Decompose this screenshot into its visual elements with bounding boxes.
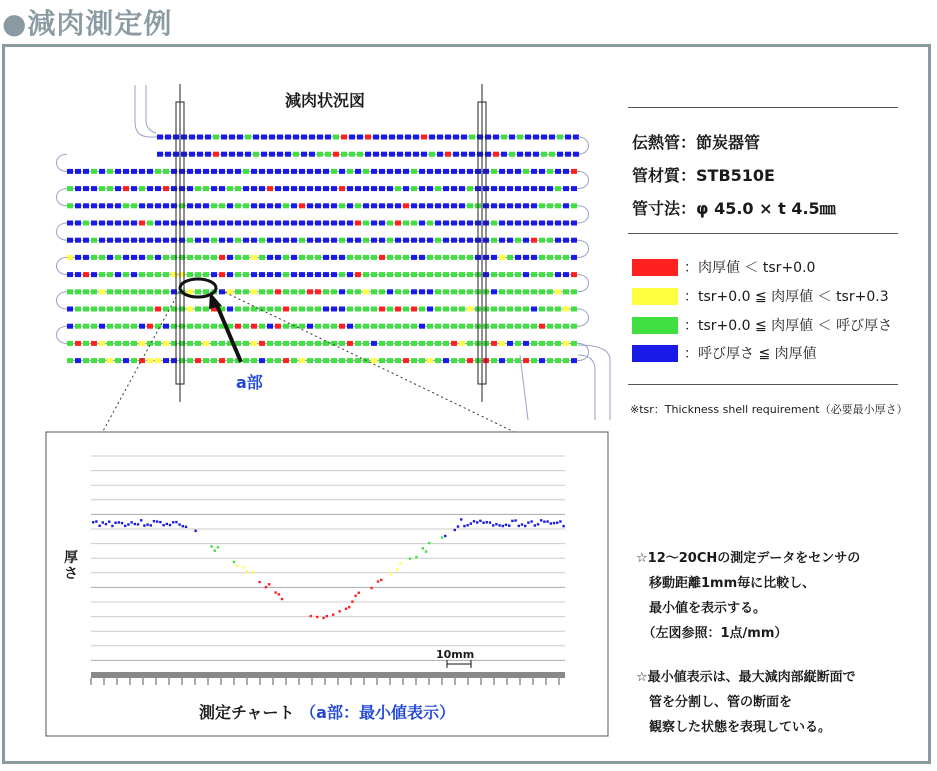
chart-point bbox=[172, 521, 174, 523]
chart-point bbox=[108, 521, 110, 523]
chart-point bbox=[479, 520, 481, 522]
chart-point bbox=[178, 523, 180, 525]
page-title: ●減肉測定例 bbox=[2, 7, 173, 40]
legend-swatch-yellow bbox=[632, 288, 678, 305]
chart-point bbox=[518, 525, 520, 527]
chart-point bbox=[105, 523, 107, 525]
chart-point bbox=[130, 521, 132, 523]
divider bbox=[628, 107, 898, 108]
chart-frame bbox=[46, 432, 608, 736]
description-line: （左図参照：1点/mm） bbox=[636, 626, 788, 641]
chart-point bbox=[390, 572, 392, 574]
chart-point bbox=[444, 535, 446, 537]
description-line: ☆12～20CHの測定データをセンサの bbox=[636, 551, 861, 566]
description-line: 最小値を表示する。 bbox=[636, 601, 767, 616]
legend-item-green bbox=[632, 315, 892, 335]
chart-point bbox=[338, 610, 340, 612]
divider bbox=[628, 233, 898, 234]
chart-scale-label: 10mm bbox=[436, 648, 475, 661]
chart-point bbox=[118, 521, 120, 523]
chart-point bbox=[540, 519, 542, 521]
chart-point bbox=[354, 595, 356, 597]
chart-point bbox=[486, 521, 488, 523]
chart-point bbox=[185, 526, 187, 528]
chart-point bbox=[268, 583, 270, 585]
chart-point bbox=[530, 520, 532, 522]
legend-item-red bbox=[632, 257, 815, 277]
chart-point bbox=[348, 606, 350, 608]
chart-point bbox=[543, 521, 545, 523]
chart-point bbox=[377, 580, 379, 582]
chart-point bbox=[233, 561, 235, 563]
chart-point bbox=[252, 571, 254, 573]
legend-label: ：呼び厚さ ≦ 肉厚値 bbox=[684, 346, 817, 362]
chart-point bbox=[278, 593, 280, 595]
chart-point bbox=[370, 587, 372, 589]
divider bbox=[628, 384, 898, 385]
spec-material: 管材質：STB510E bbox=[632, 166, 775, 185]
chart-point bbox=[470, 522, 472, 524]
chart-point bbox=[553, 522, 555, 524]
chart-point bbox=[159, 521, 161, 523]
chart-point bbox=[127, 523, 129, 525]
chart-point bbox=[124, 525, 126, 527]
chart-point bbox=[150, 524, 152, 526]
chart-point bbox=[162, 524, 164, 526]
legend-item-yellow bbox=[632, 286, 889, 306]
chart-point bbox=[281, 598, 283, 600]
chart-point bbox=[114, 522, 116, 524]
chart-point bbox=[476, 521, 478, 523]
chart-point bbox=[425, 550, 427, 552]
chart-point bbox=[92, 521, 94, 523]
chart-baseline bbox=[91, 672, 565, 678]
chart-point bbox=[495, 523, 497, 525]
chart-point bbox=[182, 525, 184, 527]
chart-point bbox=[140, 519, 142, 521]
legend-swatch-green bbox=[632, 317, 678, 334]
chart-point bbox=[422, 547, 424, 549]
chart-point bbox=[508, 524, 510, 526]
chart-point bbox=[466, 524, 468, 526]
chart-point bbox=[524, 525, 526, 527]
chart-point bbox=[214, 550, 216, 552]
chart-point bbox=[169, 524, 171, 526]
chart-point bbox=[498, 524, 500, 526]
chart-point bbox=[98, 525, 100, 527]
legend-label: ：肉厚値 ＜ tsr+0.0 bbox=[684, 260, 816, 276]
chart-point bbox=[556, 522, 558, 524]
chart-point bbox=[473, 520, 475, 522]
chart-point bbox=[166, 523, 168, 525]
spec-dimension: 管寸法：φ 45.0 × t 4.5㎜ bbox=[632, 199, 836, 218]
chart-point bbox=[146, 523, 148, 525]
chart-point bbox=[137, 523, 139, 525]
chart-point bbox=[463, 525, 465, 527]
chart-point bbox=[380, 579, 382, 581]
chart-title bbox=[46, 700, 608, 723]
legend-item-blue bbox=[632, 343, 817, 363]
chart-point bbox=[242, 566, 244, 568]
chart-point bbox=[409, 557, 411, 559]
chart-y-label: 厚さ bbox=[64, 550, 78, 582]
chart-point bbox=[246, 570, 248, 572]
chart-point bbox=[310, 615, 312, 617]
chart-point bbox=[217, 546, 219, 548]
chart-point bbox=[482, 522, 484, 524]
chart-point bbox=[492, 524, 494, 526]
chart-point bbox=[156, 520, 158, 522]
chart-point bbox=[550, 522, 552, 524]
chart-point bbox=[102, 521, 104, 523]
description-line: 管を分割し、管の断面を bbox=[636, 695, 793, 710]
chart-point bbox=[175, 521, 177, 523]
chart-point bbox=[441, 536, 443, 538]
chart-point bbox=[514, 519, 516, 521]
diagram-title: 減肉状況図 bbox=[284, 91, 365, 110]
chart-point bbox=[358, 592, 360, 594]
chart-point bbox=[316, 616, 318, 618]
footnote: ※tsr：Thickness shell requirement（必要最小厚さ） bbox=[630, 403, 908, 416]
chart-point bbox=[521, 523, 523, 525]
chart-point bbox=[399, 562, 401, 564]
description-line: 観察した状態を表現している。 bbox=[636, 720, 832, 735]
legend-label: ：tsr+0.0 ≦ 肉厚値 ＜ tsr+0.3 bbox=[684, 289, 889, 305]
chart-point bbox=[345, 608, 347, 610]
legend-swatch-blue bbox=[632, 345, 678, 362]
chart-point bbox=[236, 565, 238, 567]
chart-title-main: 測定チャート bbox=[199, 703, 295, 722]
chart-point bbox=[489, 521, 491, 523]
chart-point bbox=[322, 617, 324, 619]
chart-point bbox=[502, 525, 504, 527]
description-line: 移動距離1mm毎に比較し、 bbox=[636, 576, 816, 591]
chart-point bbox=[95, 520, 97, 522]
chart-point bbox=[559, 520, 561, 522]
chart-point bbox=[134, 523, 136, 525]
chart-point bbox=[326, 615, 328, 617]
chart-point bbox=[194, 530, 196, 532]
chart-point bbox=[457, 525, 459, 527]
chart-point bbox=[527, 521, 529, 523]
chart-point bbox=[460, 518, 462, 520]
legend-swatch-red bbox=[632, 259, 678, 276]
legend-label: ：tsr+0.0 ≦ 肉厚値 ＜ 呼び厚さ bbox=[684, 318, 893, 334]
chart-point bbox=[505, 524, 507, 526]
chart-point bbox=[210, 545, 212, 547]
chart-point bbox=[265, 586, 267, 588]
chart-title-accent: （a部：最小値表示） bbox=[300, 703, 455, 722]
chart-point bbox=[546, 520, 548, 522]
chart-point bbox=[534, 524, 536, 526]
chart-point bbox=[143, 524, 145, 526]
description-block-1 bbox=[636, 546, 860, 646]
description-line: ☆最小値表示は、最大減肉部縦断面で bbox=[636, 670, 856, 685]
chart-point bbox=[332, 613, 334, 615]
chart-point bbox=[153, 520, 155, 522]
chart-point bbox=[274, 591, 276, 593]
chart-point bbox=[537, 523, 539, 525]
description-block-2 bbox=[636, 665, 856, 740]
chart-point bbox=[428, 542, 430, 544]
chart-point bbox=[258, 581, 260, 583]
chart-point bbox=[396, 568, 398, 570]
chart-point bbox=[415, 556, 417, 558]
chart-point bbox=[351, 600, 353, 602]
chart-point bbox=[454, 529, 456, 531]
a-section-label: a部 bbox=[236, 373, 263, 392]
chart-point bbox=[111, 525, 113, 527]
chart-point bbox=[511, 520, 513, 522]
spec-tube: 伝熱管：節炭器管 bbox=[632, 133, 761, 152]
chart-point bbox=[121, 522, 123, 524]
chart-point bbox=[562, 525, 564, 527]
